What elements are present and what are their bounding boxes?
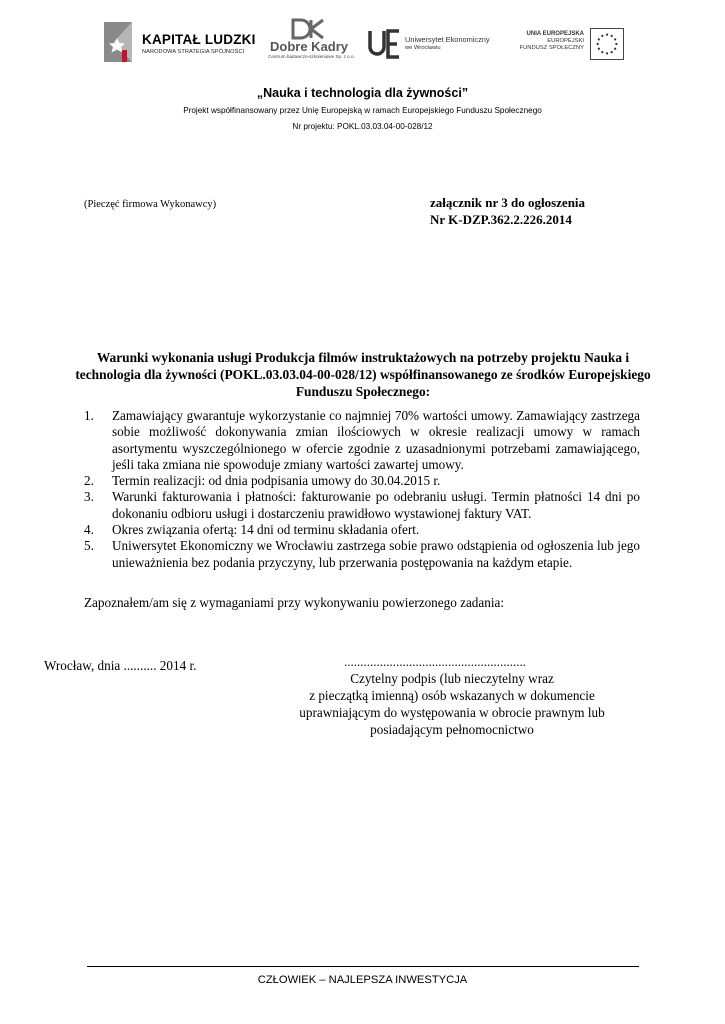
condition-item — [84, 489, 640, 522]
kapital-ludzki-subtitle: NARODOWA STRATEGIA SPÓJNOŚCI — [142, 49, 245, 55]
project-description: Projekt współfinansowany przez Unię Europejską w ramach Europejskiego Funduszu Społecznego — [183, 106, 542, 115]
condition-number: 5. — [84, 538, 94, 554]
signature-line: ........................................................ — [344, 654, 526, 669]
company-stamp-label: (Pieczęć firmowa Wykonawcy) — [84, 199, 217, 210]
signature-caption-line3: uprawniającym do występowania w obrocie prawnym lub — [299, 705, 605, 720]
signature-caption-line2: z pieczątką imienną) osób wskazanych w dokumencie — [309, 688, 595, 703]
annex-line2: Nr K-DZP.362.2.226.2014 — [430, 212, 572, 227]
condition-text: Warunki fakturowania i płatności: fakturowanie po odebraniu usługi. Termin płatności 14 dni po dokonaniu odbioru usługi i dostarczeniu prawidłowo wystawionej faktury VAT. — [112, 489, 640, 521]
acknowledgement-text: Zapoznałem/am się z wymaganiami przy wykonywaniu powierzonego zadania: — [84, 595, 505, 610]
kapital-ludzki-logo — [100, 20, 256, 66]
uniwersytet-icon — [368, 28, 402, 60]
condition-text: Uniwersytet Ekonomiczny we Wrocławiu zastrzega sobie prawo odstąpienia od ogłoszenia lub jego unieważnienia bez podania przyczyny, lub przerwania postępowania na każdym etapie. — [112, 538, 640, 570]
eu-flag-icon — [590, 28, 624, 60]
condition-number: 1. — [84, 408, 94, 423]
conditions-list — [84, 408, 640, 571]
uniwersytet-subtitle: we Wrocławiu — [405, 45, 441, 51]
footer-divider — [87, 966, 639, 967]
eu-line1: UNIA EUROPEJSKA — [526, 31, 584, 37]
place-date-line: Wrocław, dnia .......... 2014 r. — [44, 658, 197, 673]
dobre-kadry-subtitle: Centrum badawczo-szkoleniowe Sp. z o.o. — [268, 54, 355, 59]
kapital-ludzki-icon — [100, 20, 136, 64]
signature-caption-line1: Czytelny podpis (lub nieczytelny wraz — [350, 671, 554, 686]
annex-line1: załącznik nr 3 do ogłoszenia — [430, 195, 586, 210]
annex-reference — [430, 194, 585, 228]
eu-line3: FUNDUSZ SPOŁECZNY — [519, 45, 584, 51]
condition-item — [84, 538, 640, 571]
condition-text: Okres związania ofertą: 14 dni od terminu składania ofert. — [112, 522, 420, 538]
project-name: „Nauka i technologia dla żywności” — [256, 86, 469, 100]
condition-text: Zamawiający gwarantuje wykorzystanie co najmniej 70% wartości umowy. Zamawiający zastrzega sobie możliwość dokonywania zmian ilościowych w okresie realizacji umowy w ramach asortymentu wyszczególnionego w ofercie zgodnie z uzasadnionymi potrzebami zamawiającego, jeśli taka zmiana nie spowoduje zmiany wartości zawartej umowy. — [112, 408, 640, 472]
dobre-kadry-logo — [268, 18, 355, 68]
eu-line2: EUROPEJSKI — [547, 38, 584, 44]
footer-slogan: CZŁOWIEK – NAJLEPSZA INWESTYCJA — [257, 974, 468, 986]
signature-caption-line4: posiadającym pełnomocnictwo — [370, 722, 534, 737]
uniwersytet-logo — [368, 28, 504, 62]
dobre-kadry-title: Dobre Kadry — [269, 39, 349, 54]
condition-number: 2. — [84, 473, 94, 489]
project-number: Nr projektu: POKL.03.03.04-00-028/12 — [292, 122, 433, 131]
unia-europejska-logo — [510, 28, 624, 62]
condition-number: 4. — [84, 522, 94, 538]
condition-item — [84, 408, 640, 473]
condition-item — [84, 473, 640, 489]
condition-number: 3. — [84, 489, 94, 505]
condition-item — [84, 522, 640, 538]
document-title: Warunki wykonania usługi Produkcja filmów instruktażowych na potrzeby projektu Nauka i technologia dla żywności (POKL.03.03.04-00-028/12) współfinansowanego ze środków Europejskiego Funduszu Społecznego: — [75, 350, 651, 399]
condition-text: Termin realizacji: od dnia podpisania umowy do 30.04.2015 r. — [112, 473, 441, 489]
signature-caption — [268, 670, 636, 738]
dobre-kadry-icon — [289, 18, 329, 40]
uniwersytet-title: Uniwersytet Ekonomiczny — [405, 35, 490, 44]
kapital-ludzki-title: KAPITAŁ LUDZKI — [142, 32, 256, 47]
